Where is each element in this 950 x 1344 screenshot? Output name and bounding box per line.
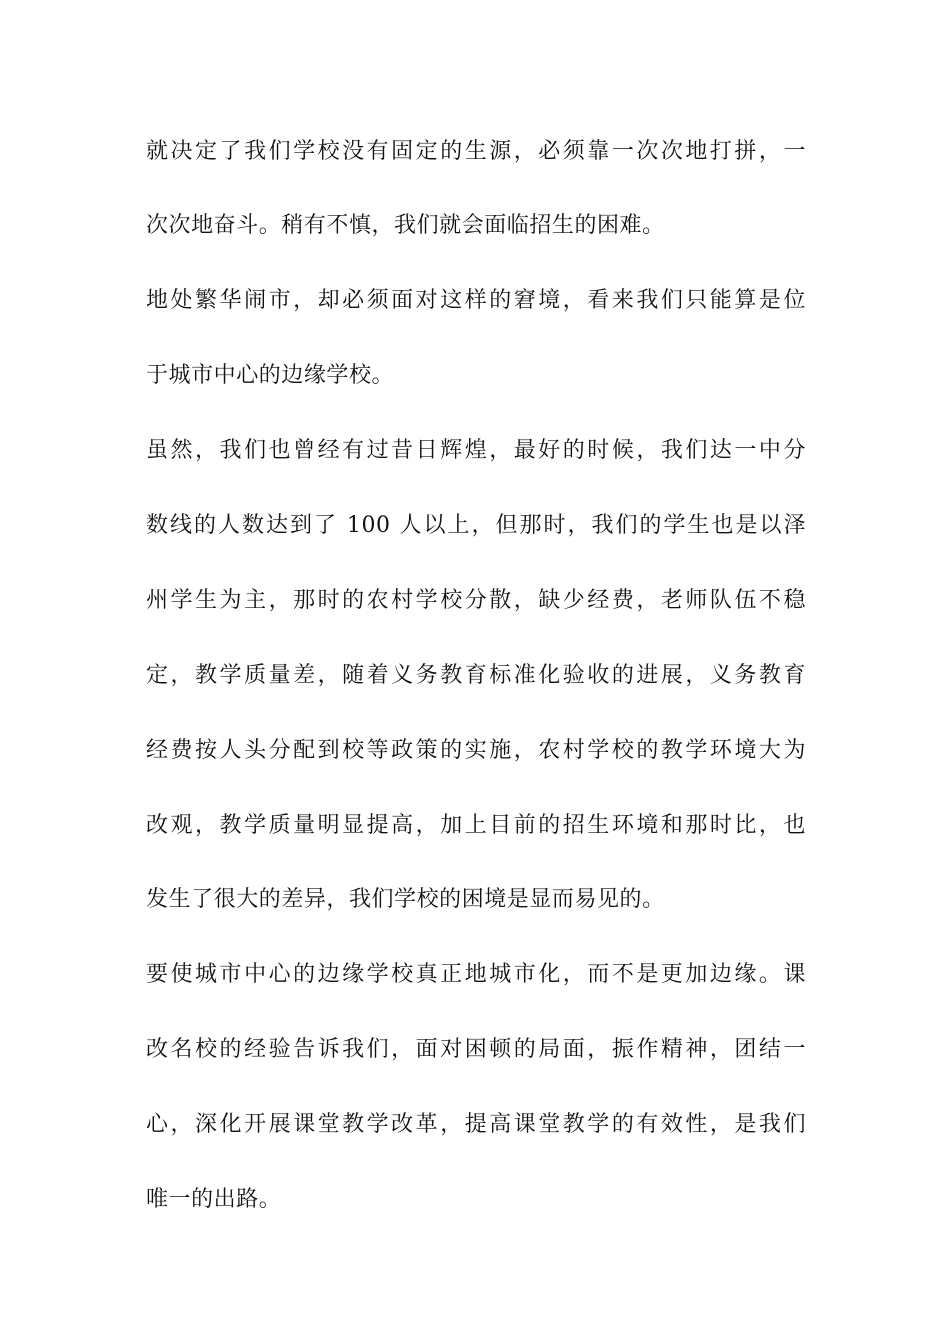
text-line-1: 就决定了我们学校没有固定的生源，必须靠一次次地打拼，一	[146, 139, 806, 164]
text-line-14: 心，深化开展课堂教学改革，提高课堂教学的有效性，是我们	[146, 1112, 806, 1137]
text-line-11: 发生了很大的差异，我们学校的困境是显而易见的。	[146, 887, 665, 912]
text-line-10: 改观，教学质量明显提高，加上目前的招生环境和那时比，也	[146, 813, 806, 838]
text-line-4: 于城市中心的边缘学校。	[146, 363, 395, 388]
text-line-7: 州学生为主，那时的农村学校分散，缺少经费，老师队伍不稳	[146, 588, 806, 613]
text-line-12: 要使城市中心的边缘学校真正地城市化，而不是更加边缘。课	[146, 962, 806, 987]
text-line-13: 改名校的经验告诉我们，面对困顿的局面，振作精神，团结一	[146, 1037, 806, 1062]
text-line-5: 虽然，我们也曾经有过昔日辉煌，最好的时候，我们达一中分	[146, 438, 806, 463]
text-line-3: 地处繁华闹市，却必须面对这样的窘境，看来我们只能算是位	[146, 288, 806, 313]
text-line-6: 数线的人数达到了 100 人以上，但那时，我们的学生也是以泽	[146, 513, 806, 538]
text-line-9: 经费按人头分配到校等政策的实施，农村学校的教学环境大为	[146, 738, 806, 763]
text-line-8: 定，教学质量差，随着义务教育标准化验收的进展，义务教育	[146, 663, 806, 688]
text-line-2: 次次地奋斗。稍有不慎，我们就会面临招生的困难。	[146, 213, 665, 238]
text-line-15: 唯一的出路。	[146, 1187, 282, 1212]
